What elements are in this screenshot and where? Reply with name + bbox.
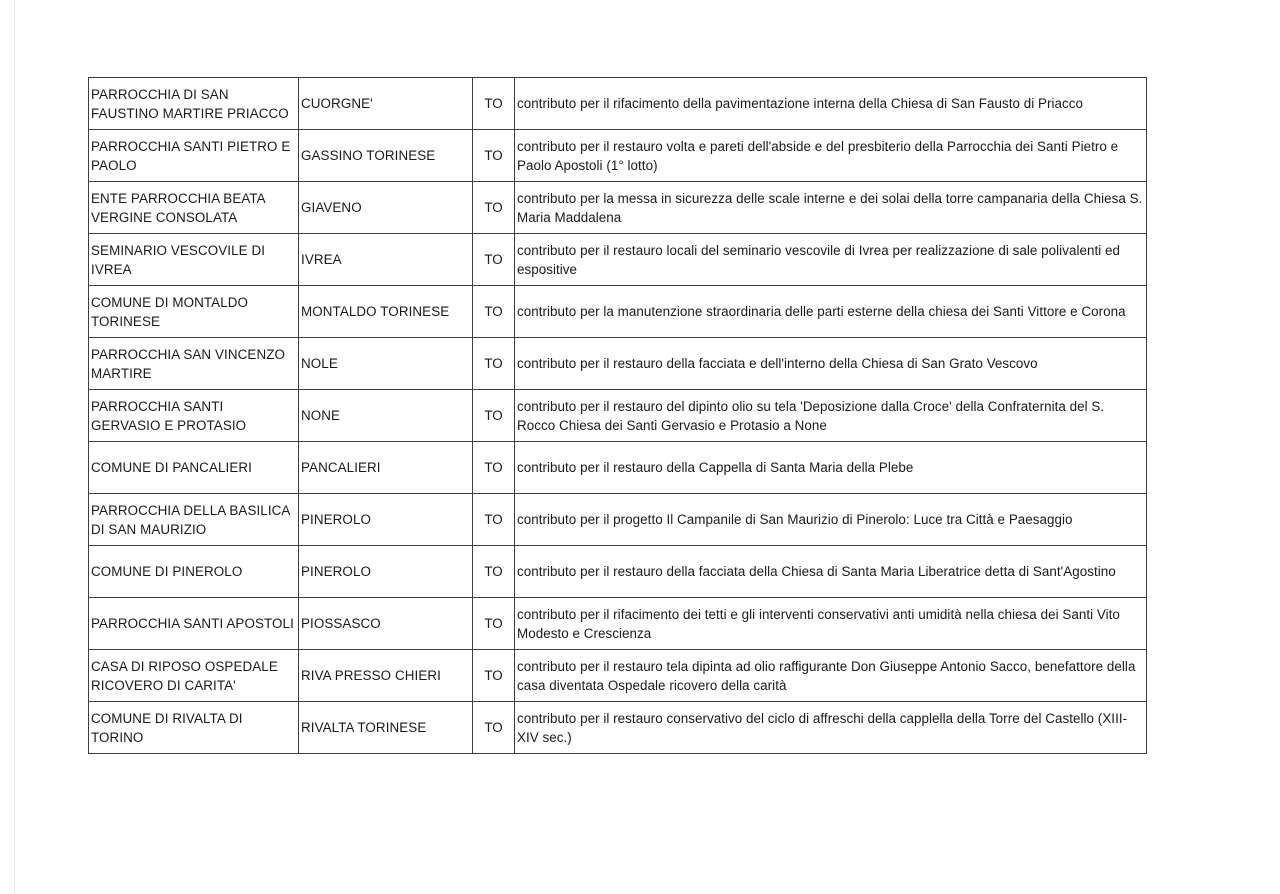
beneficiary-cell: PARROCCHIA DI SAN FAUSTINO MARTIRE PRIACCO [89, 78, 299, 130]
table-row [89, 338, 1147, 390]
description-cell: contributo per il rifacimento della pavimentazione interna della Chiesa di San Fausto di Priacco [515, 78, 1147, 130]
description-cell: contributo per il restauro volta e pareti dell'abside e del presbiterio della Parrocchia dei Santi Pietro e Paolo Apostoli (1° lotto) [515, 130, 1147, 182]
province-cell: TO [473, 546, 515, 598]
description-cell: contributo per il progetto Il Campanile di San Maurizio di Pinerolo: Luce tra Città e Paesaggio [515, 494, 1147, 546]
description-cell: contributo per il restauro della Cappella di Santa Maria della Plebe [515, 442, 1147, 494]
table-row [89, 182, 1147, 234]
province-cell: TO [473, 598, 515, 650]
description-cell: contributo per la messa in sicurezza delle scale interne e dei solai della torre campanaria della Chiesa S. Maria Maddalena [515, 182, 1147, 234]
province-cell: TO [473, 234, 515, 286]
town-cell: RIVALTA TORINESE [299, 702, 473, 754]
description-cell: contributo per il restauro locali del seminario vescovile di Ivrea per realizzazione di sale polivalenti ed espositive [515, 234, 1147, 286]
beneficiary-cell: PARROCCHIA SAN VINCENZO MARTIRE [89, 338, 299, 390]
province-cell: TO [473, 286, 515, 338]
table-row [89, 650, 1147, 702]
town-cell: PANCALIERI [299, 442, 473, 494]
table-row [89, 130, 1147, 182]
beneficiary-cell: PARROCCHIA SANTI GERVASIO E PROTASIO [89, 390, 299, 442]
table-row [89, 390, 1147, 442]
town-cell: IVREA [299, 234, 473, 286]
beneficiary-cell: ENTE PARROCCHIA BEATA VERGINE CONSOLATA [89, 182, 299, 234]
description-cell: contributo per il restauro della facciata della Chiesa di Santa Maria Liberatrice detta di Sant'Agostino [515, 546, 1147, 598]
description-cell: contributo per la manutenzione straordinaria delle parti esterne della chiesa dei Santi Vittore e Corona [515, 286, 1147, 338]
province-cell: TO [473, 442, 515, 494]
table-row [89, 702, 1147, 754]
beneficiary-cell: PARROCCHIA SANTI PIETRO E PAOLO [89, 130, 299, 182]
description-cell: contributo per il restauro della facciata e dell'interno della Chiesa di San Grato Vescovo [515, 338, 1147, 390]
province-cell: TO [473, 650, 515, 702]
province-cell: TO [473, 78, 515, 130]
table-row [89, 286, 1147, 338]
beneficiary-cell: COMUNE DI MONTALDO TORINESE [89, 286, 299, 338]
description-cell: contributo per il restauro conservativo del ciclo di affreschi della capplella della Torre del Castello (XIII-XIV sec.) [515, 702, 1147, 754]
table-row [89, 78, 1147, 130]
province-cell: TO [473, 494, 515, 546]
grants-table [88, 77, 1147, 754]
town-cell: PINEROLO [299, 494, 473, 546]
description-cell: contributo per il restauro del dipinto olio su tela 'Deposizione dalla Croce' della Confraternita del S. Rocco Chiesa dei Santi Gervasio e Protasio a None [515, 390, 1147, 442]
table-row [89, 442, 1147, 494]
province-cell: TO [473, 338, 515, 390]
beneficiary-cell: PARROCCHIA DELLA BASILICA DI SAN MAURIZIO [89, 494, 299, 546]
table-row [89, 494, 1147, 546]
beneficiary-cell: COMUNE DI RIVALTA DI TORINO [89, 702, 299, 754]
table-row [89, 598, 1147, 650]
scan-edge [14, 0, 15, 894]
beneficiary-cell: PARROCCHIA SANTI APOSTOLI [89, 598, 299, 650]
province-cell: TO [473, 130, 515, 182]
town-cell: NONE [299, 390, 473, 442]
document-page [88, 77, 1146, 754]
town-cell: GIAVENO [299, 182, 473, 234]
town-cell: PINEROLO [299, 546, 473, 598]
town-cell: CUORGNE' [299, 78, 473, 130]
description-cell: contributo per il rifacimento dei tetti e gli interventi conservativi anti umidità nella chiesa dei Santi Vito Modesto e Crescienza [515, 598, 1147, 650]
beneficiary-cell: COMUNE DI PANCALIERI [89, 442, 299, 494]
town-cell: MONTALDO TORINESE [299, 286, 473, 338]
beneficiary-cell: SEMINARIO VESCOVILE DI IVREA [89, 234, 299, 286]
town-cell: RIVA PRESSO CHIERI [299, 650, 473, 702]
table-row [89, 546, 1147, 598]
province-cell: TO [473, 182, 515, 234]
town-cell: NOLE [299, 338, 473, 390]
province-cell: TO [473, 390, 515, 442]
town-cell: GASSINO TORINESE [299, 130, 473, 182]
beneficiary-cell: CASA DI RIPOSO OSPEDALE RICOVERO DI CARITA' [89, 650, 299, 702]
province-cell: TO [473, 702, 515, 754]
town-cell: PIOSSASCO [299, 598, 473, 650]
table-row [89, 234, 1147, 286]
description-cell: contributo per il restauro tela dipinta ad olio raffigurante Don Giuseppe Antonio Sacco, benefattore della casa diventata Ospedale ricovero della carità [515, 650, 1147, 702]
beneficiary-cell: COMUNE DI PINEROLO [89, 546, 299, 598]
